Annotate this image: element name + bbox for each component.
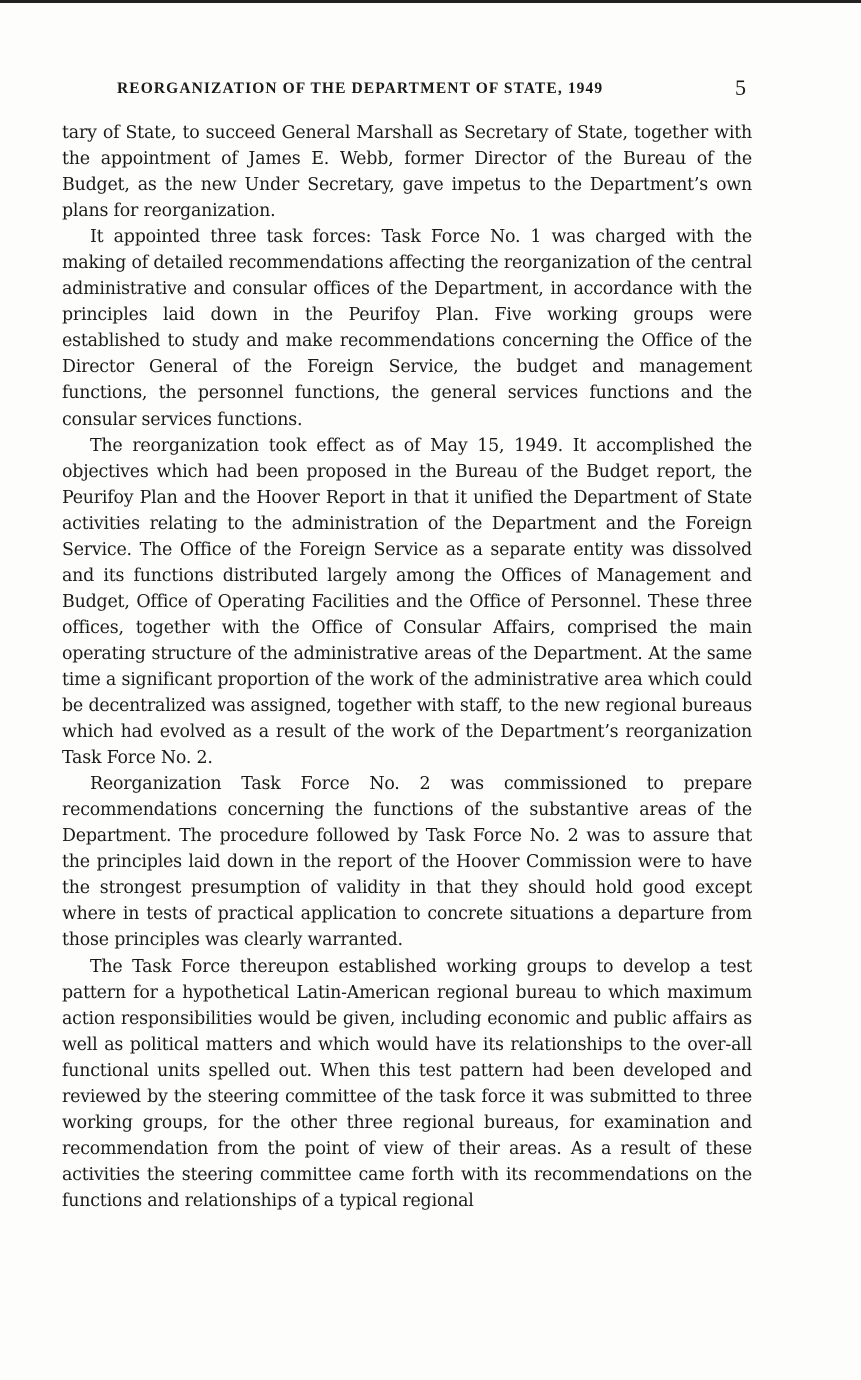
running-header xyxy=(62,75,752,103)
paragraph: The Task Force thereupon established working groups to develop a test pattern for a hypothetical Latin-American regional bureau to which maximum action responsibilities would be given, including economic and public affairs as well as political matters and which would have its relationships to the over-all functional units spelled out. When this test pattern had been developed and reviewed by the steering committee of the task force it was submitted to three working groups, for the other three regional bureaus, for examination and recommendation from the point of view of their areas. As a result of these activities the steering committee came forth with its recommendations on the functions and relationships of a typical regional xyxy=(62,956,752,1211)
page-top-edge xyxy=(0,0,861,3)
body-text xyxy=(62,120,752,1214)
paragraph: It appointed three task forces: Task Force No. 1 was charged with the making of detailed recommendations affecting the reorganization of the central administrative and consular offices of the Department, in accordance with the principles laid down in the Peurifoy Plan. Five working groups were established to study and make recommendations concerning the Office of the Director General of the Foreign Service, the budget and management functions, the personnel functions, the general services functions and the consular services functions. xyxy=(62,227,752,430)
paragraph: The reorganization took effect as of May 15, 1949. It accomplished the objectives which had been proposed in the Bureau of the Budget report, the Peurifoy Plan and the Hoover Report in that it unified the Department of State activities relating to the administration of the Department and the Foreign Service. The Office of the Foreign Service as a separate entity was dissolved and its functions distributed largely among the Offices of Management and Budget, Office of Operating Facilities and the Office of Personnel. These three offices, together with the Office of Consular Affairs, comprised the main operating structure of the administrative areas of the Department. At the same time a significant proportion of the work of the administrative area which could be decentralized was assigned, together with staff, to the new regional bureaus which had evolved as a result of the work of the Department’s reorganization Task Force No. 2. xyxy=(62,435,752,769)
paragraph-continued: tary of State, to succeed General Marshall as Secretary of State, together with the appointment of James E. Webb, former Director of the Bureau of the Budget, as the new Under Secretary, gave impetus to the Department’s own plans for reorganization. xyxy=(62,123,752,222)
running-title: REORGANIZATION OF THE DEPARTMENT OF STATE, 1949 xyxy=(117,80,604,97)
page-number: 5 xyxy=(735,75,746,100)
paragraph: Reorganization Task Force No. 2 was commissioned to prepare recommendations concerning the functions of the substantive areas of the Department. The procedure followed by Task Force No. 2 was to assure that the principles laid down in the report of the Hoover Commission were to have the strongest presumption of validity in that they should hold good except where in tests of practical application to concrete situations a departure from those principles was clearly warranted. xyxy=(62,774,752,951)
